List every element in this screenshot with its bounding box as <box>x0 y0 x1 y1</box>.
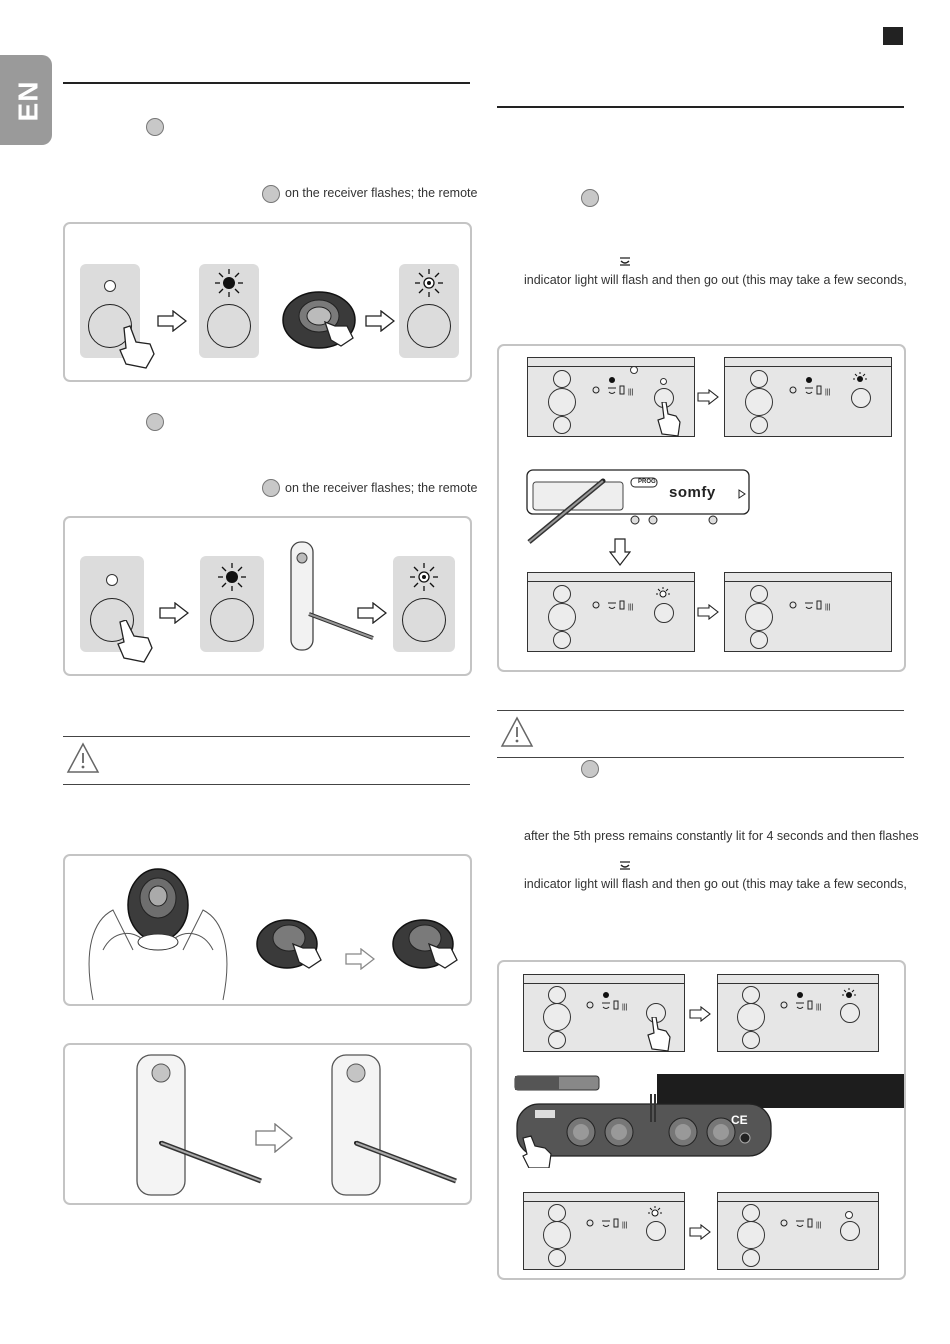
status-icons <box>590 376 646 398</box>
flashing-led-icon <box>842 988 856 1002</box>
svg-text:|||: ||| <box>622 1004 628 1011</box>
my-button-icon <box>548 603 576 631</box>
status-icons <box>787 591 843 613</box>
warning-icon <box>66 742 100 774</box>
prog-button-icon <box>581 760 599 778</box>
flashing-led-icon <box>853 372 867 386</box>
language-label: EN <box>12 80 44 122</box>
warning-icon <box>500 716 534 748</box>
svg-text:|||: ||| <box>816 1222 822 1229</box>
hand-icon <box>652 402 682 438</box>
prog-button <box>402 598 446 642</box>
receiver-panel <box>527 357 695 437</box>
radio-indicator-icon <box>619 256 631 266</box>
radio-indicator-icon <box>619 860 631 870</box>
arrow-right-icon <box>697 389 719 405</box>
motor-head-icon <box>523 464 763 554</box>
status-icons <box>787 376 843 398</box>
prog-button-icon <box>146 118 164 136</box>
svg-text:|||: ||| <box>622 1222 628 1229</box>
keygo-remote-icon <box>389 906 465 976</box>
receiver-panel <box>724 357 892 437</box>
led-icon <box>630 366 638 374</box>
up-button-icon <box>553 370 571 388</box>
down-button-icon <box>548 1249 566 1267</box>
down-button-icon <box>742 1031 760 1049</box>
arrow-down-icon <box>609 538 631 566</box>
instruction-text: indicator light will flash and then go out (this may take a few seconds, <box>524 273 907 287</box>
my-button-icon <box>543 1003 571 1031</box>
led-icon <box>845 1211 853 1219</box>
brand-logo: somfy <box>669 484 716 501</box>
status-icons <box>778 1209 834 1231</box>
telis-remote-with-pin-icon <box>133 1051 273 1199</box>
receiver-panel <box>717 1192 879 1270</box>
prog-button <box>646 1221 666 1241</box>
receiver-card <box>393 556 455 652</box>
arrow-right-icon <box>689 1006 711 1022</box>
receiver-panel <box>523 1192 685 1270</box>
flashing-led-icon <box>414 268 444 298</box>
my-button-icon <box>745 388 773 416</box>
svg-text:|||: ||| <box>816 1004 822 1011</box>
section-rule <box>497 710 904 711</box>
step-text: on the receiver flashes; the remote <box>285 481 478 495</box>
status-icons <box>590 591 646 613</box>
status-icons <box>584 1209 640 1231</box>
up-button-icon <box>553 585 571 603</box>
keygo-remote-icon <box>253 906 329 976</box>
receiver-card <box>199 264 259 358</box>
svg-text:|||: ||| <box>825 389 831 396</box>
down-button-icon <box>553 631 571 649</box>
up-button-icon <box>548 986 566 1004</box>
arrow-right-icon <box>157 310 187 332</box>
hand-icon <box>114 620 158 666</box>
arrow-right-icon <box>255 1123 293 1153</box>
prog-button <box>840 1003 860 1023</box>
prog-button <box>840 1221 860 1241</box>
arrow-right-icon <box>357 602 387 624</box>
receiver-panel <box>523 974 685 1052</box>
prog-button-icon <box>262 185 280 203</box>
keygo-remote-icon <box>279 282 371 362</box>
section-rule <box>497 106 904 108</box>
receiver-panel <box>724 572 892 652</box>
my-button-icon <box>543 1221 571 1249</box>
telis-remote-icon <box>287 538 381 658</box>
arrow-right-icon <box>159 602 189 624</box>
down-button-icon <box>742 1249 760 1267</box>
arrow-right-icon <box>689 1224 711 1240</box>
receiver-panel <box>717 974 879 1052</box>
receiver-card <box>399 264 459 358</box>
prog-button <box>210 598 254 642</box>
status-icons <box>584 991 640 1013</box>
prog-button <box>654 603 674 623</box>
my-button-icon <box>737 1221 765 1249</box>
hand-icon <box>116 324 160 374</box>
led-icon <box>104 280 116 292</box>
arrow-right-icon <box>365 310 395 332</box>
illustration-panel <box>63 854 472 1006</box>
svg-text:|||: ||| <box>628 604 634 611</box>
down-button-icon <box>548 1031 566 1049</box>
led-icon <box>660 378 667 385</box>
flashing-led-icon <box>656 587 670 601</box>
prog-label: PROG <box>638 479 656 485</box>
receiver-card <box>80 264 140 358</box>
up-button-icon <box>750 585 768 603</box>
rts-logo-icon <box>883 27 903 45</box>
motor-board-icon <box>515 1092 775 1168</box>
flashing-led-icon <box>409 562 439 592</box>
led-icon <box>106 574 118 586</box>
my-button-icon <box>548 388 576 416</box>
telis-remote-with-pin-icon <box>328 1051 468 1199</box>
receiver-card <box>80 556 144 652</box>
receiver-panel <box>527 572 695 652</box>
prog-button <box>207 304 251 348</box>
down-button-icon <box>750 416 768 434</box>
illustration-panel <box>63 1043 472 1205</box>
illustration-panel <box>497 344 906 672</box>
prog-button <box>851 388 871 408</box>
illustration-panel <box>63 222 472 382</box>
arrow-right-icon <box>697 604 719 620</box>
instruction-text: after the 5th press remains constantly lit for 4 seconds and then flashes <box>524 829 919 843</box>
up-button-icon <box>750 370 768 388</box>
flashing-led-icon <box>648 1206 662 1220</box>
up-button-icon <box>548 1204 566 1222</box>
section-rule <box>497 757 904 758</box>
prog-button-icon <box>146 413 164 431</box>
arrow-right-icon <box>345 948 375 970</box>
up-button-icon <box>742 986 760 1004</box>
section-rule <box>63 784 470 785</box>
language-tab <box>0 55 52 145</box>
illustration-panel <box>63 516 472 676</box>
step-text: on the receiver flashes; the remote <box>285 186 478 200</box>
prog-button-icon <box>581 189 599 207</box>
instruction-text: indicator light will flash and then go out (this may take a few seconds, <box>524 877 907 891</box>
down-button-icon <box>553 416 571 434</box>
prog-button <box>407 304 451 348</box>
section-rule <box>63 82 470 84</box>
prog-button-icon <box>262 479 280 497</box>
receiver-card <box>200 556 264 652</box>
flashing-led-icon <box>217 562 247 592</box>
flashing-led-icon <box>214 268 244 298</box>
section-rule <box>63 736 470 737</box>
my-button-icon <box>745 603 773 631</box>
svg-text:|||: ||| <box>825 604 831 611</box>
status-icons <box>778 991 834 1013</box>
motor-end-icon <box>513 1072 603 1094</box>
svg-text:|||: ||| <box>628 389 634 396</box>
up-button-icon <box>742 1204 760 1222</box>
my-button-icon <box>737 1003 765 1031</box>
down-button-icon <box>750 631 768 649</box>
svg-text:CE: CE <box>731 1113 748 1127</box>
illustration-panel <box>497 960 906 1280</box>
hands-holding-remote-icon <box>83 860 233 1002</box>
hand-icon <box>642 1017 672 1053</box>
